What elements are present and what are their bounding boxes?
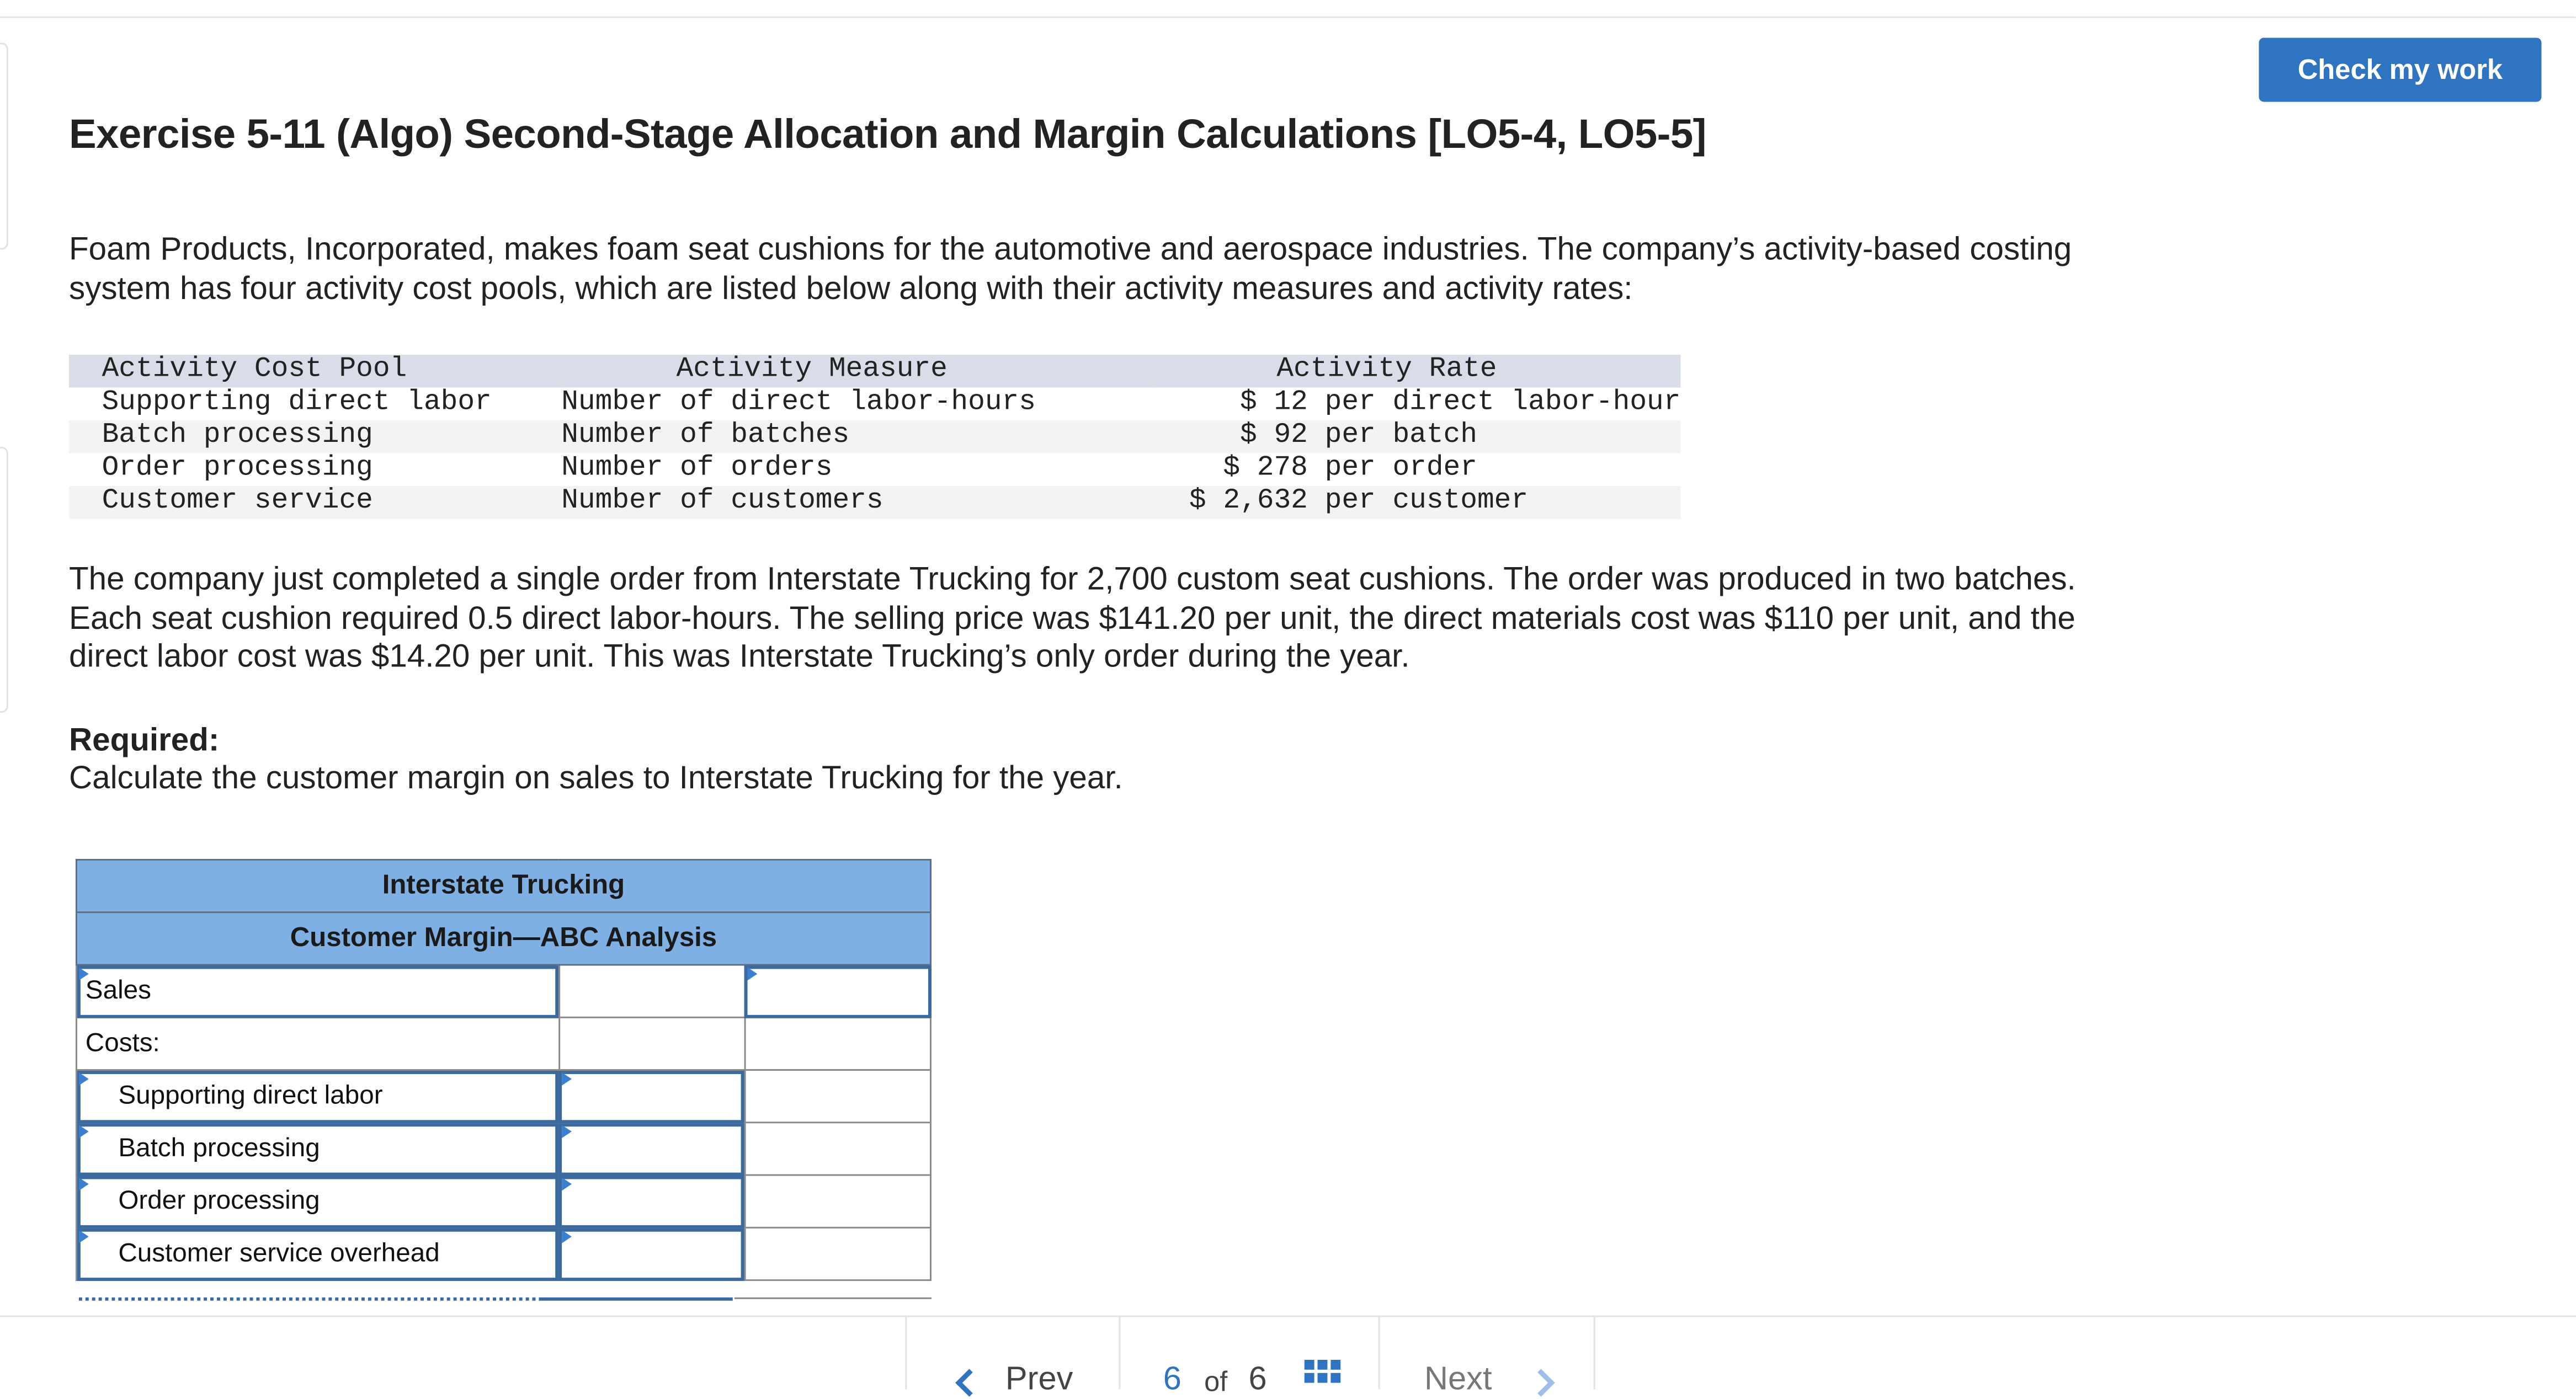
dropdown-flag-icon xyxy=(79,1125,89,1138)
rate-cell xyxy=(1155,420,1680,453)
rate-amount: $ 12 xyxy=(1240,387,1308,419)
dropdown-flag-icon xyxy=(562,1072,572,1086)
customer-margin-worksheet xyxy=(76,859,932,1281)
rate-unit: per order xyxy=(1324,453,1477,485)
rate-cell xyxy=(1155,453,1680,487)
measure-cell: Number of direct labor-hours xyxy=(561,387,1036,419)
question-grid-icon[interactable] xyxy=(1305,1360,1344,1383)
worksheet-company-title: Interstate Trucking xyxy=(76,859,930,912)
supporting-direct-labor-cell-right xyxy=(745,1070,931,1123)
sales-cell-middle xyxy=(559,965,745,1017)
measure-cell: Number of orders xyxy=(561,453,833,485)
costs-cell-middle xyxy=(559,1017,745,1070)
dropdown-flag-icon xyxy=(562,1125,572,1138)
costs-label: Costs: xyxy=(76,1017,559,1070)
total-pages-number: 6 xyxy=(1248,1361,1267,1398)
customer-service-overhead-label-input[interactable]: Customer service overhead xyxy=(76,1227,559,1280)
activity-rates-table xyxy=(69,355,1680,519)
table-row xyxy=(69,388,1680,421)
pool-cell: Order processing xyxy=(102,453,373,485)
rate-amount: $ 2,632 xyxy=(1189,486,1308,517)
batch-processing-amount-input[interactable] xyxy=(559,1123,745,1175)
dropdown-flag-icon xyxy=(562,1178,572,1191)
required-label: Required: xyxy=(69,722,220,759)
rate-amount: $ 92 xyxy=(1240,420,1308,452)
top-divider xyxy=(0,17,2576,18)
pool-cell: Batch processing xyxy=(102,420,373,452)
exercise-title: Exercise 5-11 (Algo) Second-Stage Allocation and Margin Calculations [LO5-4, LO5-5] xyxy=(69,111,1706,158)
batch-processing-label-input[interactable]: Batch processing xyxy=(76,1123,559,1175)
side-tab[interactable] xyxy=(0,447,8,713)
table-row xyxy=(69,420,1680,453)
costs-cell-right xyxy=(745,1017,931,1070)
worksheet-row-supporting-direct-labor xyxy=(76,1070,930,1123)
worksheet-analysis-title: Customer Margin—ABC Analysis xyxy=(76,912,930,965)
table-row xyxy=(69,486,1680,519)
rate-amount: $ 278 xyxy=(1223,453,1308,485)
dropdown-flag-icon xyxy=(747,967,757,980)
rate-cell xyxy=(1155,486,1680,519)
supporting-direct-labor-label-input[interactable]: Supporting direct labor xyxy=(76,1070,559,1123)
dropdown-flag-icon xyxy=(79,1072,89,1086)
bottom-navigation-bar xyxy=(0,1316,2576,1398)
worksheet-row-customer-service xyxy=(76,1227,930,1280)
required-instruction: Calculate the customer margin on sales to Interstate Trucking for the year. xyxy=(69,760,1123,797)
worksheet-next-row-edge xyxy=(539,1297,732,1301)
dropdown-flag-icon xyxy=(79,1178,89,1191)
dropdown-flag-icon xyxy=(79,967,89,980)
prev-button[interactable] xyxy=(905,1317,1120,1398)
sales-amount-input[interactable] xyxy=(745,965,931,1017)
header-activity-rate: Activity Rate xyxy=(1276,355,1497,386)
pool-cell: Customer service xyxy=(102,486,373,517)
worksheet-row-sales xyxy=(76,965,930,1017)
worksheet-row-costs xyxy=(76,1017,930,1070)
batch-processing-cell-right xyxy=(745,1123,931,1175)
dropdown-flag-icon xyxy=(562,1230,572,1243)
rate-unit: per direct labor-hour xyxy=(1324,387,1681,419)
order-processing-cell-right xyxy=(745,1175,931,1227)
worksheet-next-row-edge xyxy=(79,1297,536,1304)
sales-label-input[interactable]: Sales xyxy=(76,965,559,1017)
prev-label: Prev xyxy=(1005,1361,1073,1398)
dropdown-flag-icon xyxy=(79,1230,89,1243)
check-my-work-button[interactable]: Check my work xyxy=(2259,38,2541,102)
next-button[interactable] xyxy=(1379,1317,1595,1398)
current-page-number: 6 xyxy=(1163,1361,1181,1398)
worksheet-title-row xyxy=(76,912,930,965)
table-header-row xyxy=(69,355,1680,388)
measure-cell: Number of customers xyxy=(561,486,883,517)
pool-cell: Supporting direct labor xyxy=(102,387,492,419)
order-details-paragraph: The company just completed a single order from Interstate Trucking for 2,700 custom seat cushions. The order was produced in two batches. Each seat cushion required 0.5 direct labor-hours. The selling price was $141.20 per unit, the direct materials cost was $110 per unit, and the direct labor cost was $14.20 per unit. This was Interstate Trucking’s only order during the year. xyxy=(69,562,2076,675)
rate-cell xyxy=(1155,388,1680,421)
chevron-left-icon xyxy=(955,1369,983,1397)
header-activity-cost-pool: Activity Cost Pool xyxy=(102,355,407,386)
customer-service-overhead-amount-input[interactable] xyxy=(559,1227,745,1280)
order-processing-amount-input[interactable] xyxy=(559,1175,745,1227)
side-tab[interactable] xyxy=(0,42,8,249)
worksheet-row-order-processing xyxy=(76,1175,930,1227)
worksheet-title-row xyxy=(76,859,930,912)
table-row xyxy=(69,453,1680,487)
chevron-right-icon xyxy=(1527,1369,1555,1397)
customer-service-cell-right xyxy=(745,1227,931,1280)
page-of-label: of xyxy=(1204,1366,1228,1398)
order-processing-label-input[interactable]: Order processing xyxy=(76,1175,559,1227)
intro-paragraph: Foam Products, Incorporated, makes foam seat cushions for the automotive and aerospace industries. The company’s activity-based costing system has four activity cost pools, which are listed below along with their activity measures and activity rates: xyxy=(69,231,2072,307)
rate-unit: per customer xyxy=(1324,486,1529,517)
measure-cell: Number of batches xyxy=(561,420,850,452)
rate-unit: per batch xyxy=(1324,420,1477,452)
worksheet-row-batch-processing xyxy=(76,1123,930,1175)
worksheet-next-row-edge xyxy=(735,1297,932,1299)
next-label: Next xyxy=(1424,1361,1492,1398)
supporting-direct-labor-amount-input[interactable] xyxy=(559,1070,745,1123)
header-activity-measure: Activity Measure xyxy=(676,355,948,386)
